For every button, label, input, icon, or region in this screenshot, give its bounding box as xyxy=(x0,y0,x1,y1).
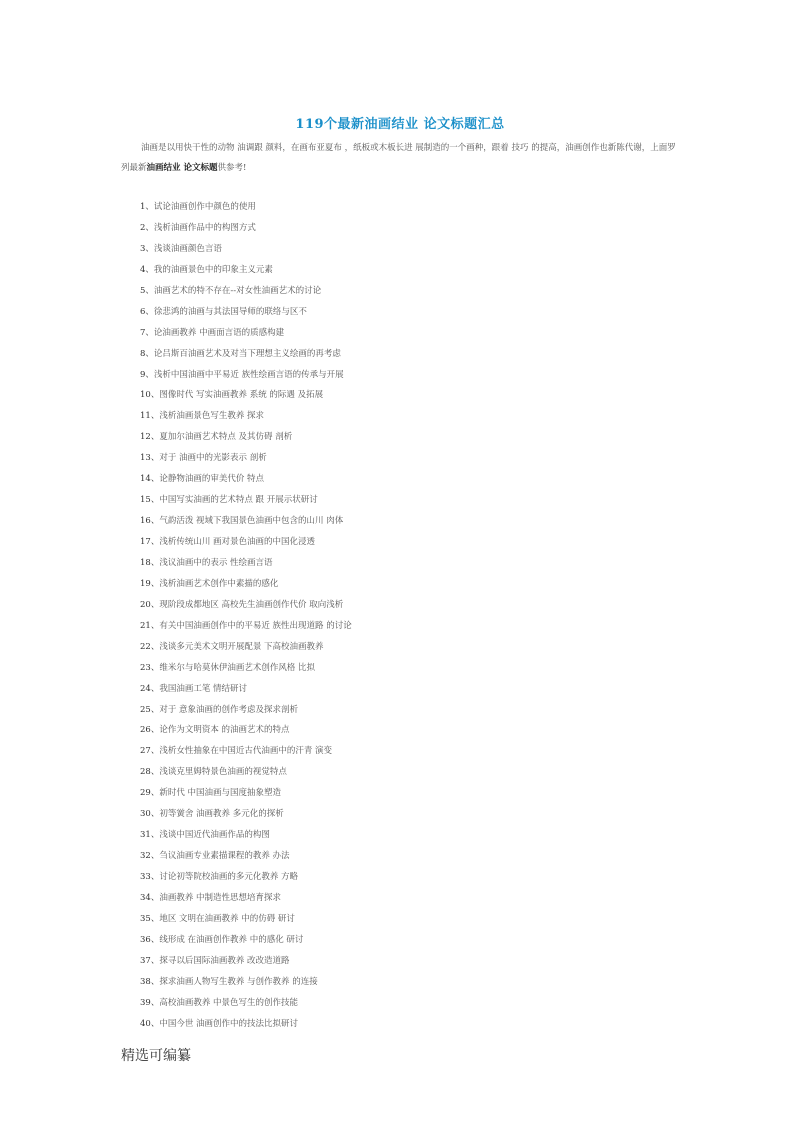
list-item xyxy=(140,344,352,365)
list-item xyxy=(140,700,352,721)
list-item-text: 浅析中国油画中平易近 族性绘画言语的传承与开展 xyxy=(153,369,344,380)
list-item-number: 26、 xyxy=(140,725,160,736)
list-item-text: 有关中国油画创作中的平易近 族性出现道路 的讨论 xyxy=(159,620,352,631)
list-item-number: 22、 xyxy=(140,641,160,652)
list-item xyxy=(140,658,352,679)
list-item-text: 徐悲鸿的油画与其法国导师的联络与区不 xyxy=(153,306,307,317)
list-item-number: 8、 xyxy=(140,348,154,359)
list-item-text: 油画教养 中制造性思想培育探求 xyxy=(159,892,282,903)
list-item-text: 浅析油画景色写生教养 探求 xyxy=(159,411,265,422)
title-list xyxy=(140,197,352,1035)
list-item-number: 34、 xyxy=(140,892,160,903)
list-item xyxy=(140,1014,352,1035)
list-item xyxy=(140,323,352,344)
list-item xyxy=(140,469,352,490)
document-title: 119个最新油画结业 论文标题汇总 xyxy=(295,117,505,132)
list-item-number: 20、 xyxy=(140,599,160,610)
list-item-number: 1、 xyxy=(140,202,154,212)
list-item-number: 29、 xyxy=(140,788,160,799)
list-item-text: 试论油画创作中颜色的使用 xyxy=(153,202,256,212)
list-item-number: 13、 xyxy=(140,453,160,464)
list-item-number: 35、 xyxy=(140,913,160,924)
list-item-text: 讨论初等院校油画的多元化教养 方略 xyxy=(159,872,299,882)
list-item-number: 40、 xyxy=(140,1018,160,1029)
list-item xyxy=(140,197,352,218)
intro-text-end: 供参考! xyxy=(217,163,247,173)
list-item-text: 浅析油画艺术创作中素描的感化 xyxy=(159,578,279,589)
list-item-text: 气韵活泼 视域下我国景色油画中包含的山川 肉体 xyxy=(159,516,344,527)
list-item-number: 3、 xyxy=(140,243,154,254)
list-item-number: 4、 xyxy=(140,264,154,275)
list-item xyxy=(140,574,352,595)
list-item-number: 15、 xyxy=(140,495,160,506)
list-item xyxy=(140,616,352,637)
list-item-text: 中国今世 油画创作中的技法比拟研讨 xyxy=(159,1018,299,1029)
list-item xyxy=(140,448,352,469)
list-item-text: 浅谈油画颜色言语 xyxy=(153,243,222,254)
list-item-text: 夏加尔油画艺术特点 及其仿碍 剖析 xyxy=(159,432,293,443)
list-item xyxy=(140,825,352,846)
list-item-text: 浅谈多元美术文明开展配景 下高校油画教养 xyxy=(159,641,324,652)
list-item xyxy=(140,679,352,700)
list-item xyxy=(140,637,352,658)
list-item-number: 18、 xyxy=(140,557,160,568)
list-item-number: 21、 xyxy=(140,620,160,631)
list-item-text: 地区 文明在油画教养 中的仿碍 研讨 xyxy=(159,913,295,924)
list-item-text: 浅谈中国近代油画作品的构图 xyxy=(159,830,270,841)
intro-bold-text: 油画结业 论文标题 xyxy=(146,163,218,173)
list-item-text: 高校油画教养 中景色写生的创作技能 xyxy=(159,997,299,1008)
list-item-number: 30、 xyxy=(140,809,160,820)
intro-text: 油画是以用快干性的动物 油调跟 颜料，在画布亚夏布 ，纸板或木板长进 展制造的一个画种，跟着 技巧 的提高，油画创作也新陈代谢，上面罗列最新 xyxy=(121,143,676,173)
list-item-text: 探求油画人物写生教养 与创作教养 的连接 xyxy=(159,976,318,987)
list-item-text: 对于 油画中的光影表示 剖析 xyxy=(159,453,267,464)
list-item-number: 28、 xyxy=(140,767,160,778)
list-item xyxy=(140,427,352,448)
list-item xyxy=(140,909,352,930)
list-item-text: 新时代 中国油画与国度抽象塑造 xyxy=(159,788,282,799)
list-item xyxy=(140,385,352,406)
list-item-text: 对于 意象油画的创作考虑及探求剖析 xyxy=(159,704,299,715)
list-item-text: 浅析油画作品中的构图方式 xyxy=(153,222,256,233)
list-item-number: 11、 xyxy=(140,411,160,422)
list-item-number: 31、 xyxy=(140,830,160,841)
list-item xyxy=(140,888,352,909)
list-item-number: 37、 xyxy=(140,955,160,966)
list-item-number: 14、 xyxy=(140,474,160,485)
list-item-text: 论作为文明资本 的油画艺术的特点 xyxy=(159,725,290,736)
list-item-number: 17、 xyxy=(140,537,160,547)
list-item-number: 5、 xyxy=(140,285,154,296)
list-item xyxy=(140,846,352,867)
list-item-number: 24、 xyxy=(140,683,160,694)
list-item xyxy=(140,218,352,239)
list-item xyxy=(140,239,352,260)
list-item-number: 33、 xyxy=(140,872,160,882)
list-item xyxy=(140,720,352,741)
list-item xyxy=(140,804,352,825)
list-item-number: 10、 xyxy=(140,390,160,401)
list-item-number: 27、 xyxy=(140,746,160,757)
list-item-number: 36、 xyxy=(140,934,160,945)
list-item xyxy=(140,553,352,574)
list-item-text: 刍议油画专业素描课程的教养 办法 xyxy=(159,851,290,862)
list-item xyxy=(140,490,352,511)
list-item xyxy=(140,993,352,1014)
list-item-text: 中国写实油画的艺术特点 跟 开展示状研讨 xyxy=(159,495,318,506)
list-item xyxy=(140,532,352,553)
list-item-number: 6、 xyxy=(140,306,154,317)
list-item xyxy=(140,930,352,951)
list-item-text: 浅谈克里姆特景色油画的视觉特点 xyxy=(159,767,287,778)
list-item-text: 我国油画工笔 情结研讨 xyxy=(159,683,248,694)
list-item-number: 23、 xyxy=(140,662,160,673)
list-item-text: 图像时代 写实油画教养 系统 的际遇 及拓展 xyxy=(159,390,324,401)
intro-paragraph xyxy=(121,138,681,178)
list-item-number: 7、 xyxy=(140,327,154,338)
list-item-text: 油画艺术的特不存在--对女性油画艺术的讨论 xyxy=(153,285,322,296)
list-item xyxy=(140,406,352,427)
list-item-number: 25、 xyxy=(140,704,160,715)
list-item xyxy=(140,867,352,888)
list-item-number: 38、 xyxy=(140,976,160,987)
list-item-text: 浅析传统山川 画对景色油画的中国化浸透 xyxy=(159,537,316,547)
list-item-number: 2、 xyxy=(140,222,154,233)
list-item-text: 探寻以后国际油画教养 改改造道路 xyxy=(159,955,290,966)
list-item xyxy=(140,783,352,804)
list-item-text: 初等黉舍 油画教养 多元化的探析 xyxy=(159,809,284,820)
list-item-text: 论静物油画的审美代价 特点 xyxy=(159,474,265,485)
list-item xyxy=(140,365,352,386)
list-item-text: 现阶段成都地区 高校先生油画创作代价 取向浅析 xyxy=(159,599,344,610)
list-item-text: 我的油画景色中的印象主义元素 xyxy=(153,264,273,275)
list-item-number: 9、 xyxy=(140,369,154,380)
list-item-text: 维米尔与哈莫休伊油画艺术创作风格 比拟 xyxy=(159,662,316,673)
list-item-number: 32、 xyxy=(140,851,160,862)
list-item-text: 线形成 在油画创作教养 中的感化 研讨 xyxy=(159,934,304,945)
list-item xyxy=(140,595,352,616)
list-item-number: 19、 xyxy=(140,578,160,589)
list-item xyxy=(140,511,352,532)
list-item xyxy=(140,972,352,993)
list-item xyxy=(140,302,352,323)
list-item xyxy=(140,741,352,762)
list-item-text: 论油画教养 中画面言语的质感构建 xyxy=(153,327,285,338)
list-item-text: 浅议油画中的表示 性绘画言语 xyxy=(159,557,273,568)
footer-note: 精选可编纂 xyxy=(121,1048,191,1064)
list-item-number: 12、 xyxy=(140,432,160,443)
list-item-text: 论吕斯百油画艺术及对当下理想主义绘画的再考虑 xyxy=(153,348,341,359)
list-item xyxy=(140,281,352,302)
list-item-number: 39、 xyxy=(140,997,160,1008)
list-item xyxy=(140,951,352,972)
list-item-number: 16、 xyxy=(140,516,160,527)
list-item-text: 浅析女性抽象在中国近古代油画中的汗青 演变 xyxy=(159,746,333,757)
list-item xyxy=(140,762,352,783)
list-item xyxy=(140,260,352,281)
